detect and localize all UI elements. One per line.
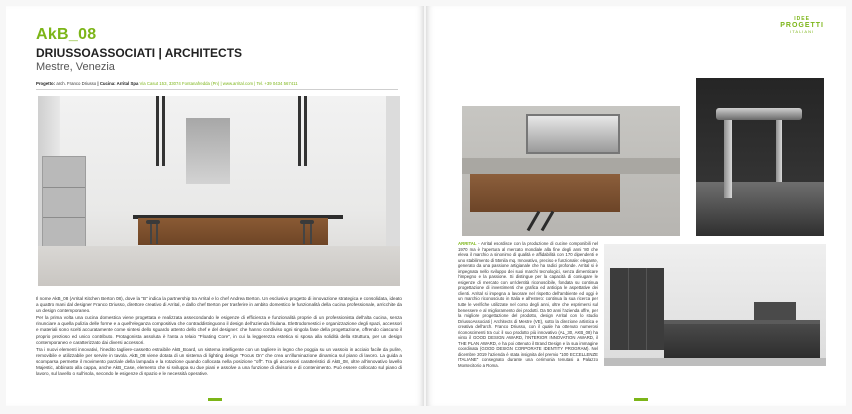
photo-tall-unit [42, 156, 86, 251]
kitchen-photo [38, 96, 400, 286]
photo-sink [526, 114, 620, 154]
photo-stool-leg [310, 224, 312, 244]
tap-photo [696, 78, 824, 236]
client-value: Via Casut 153, 33074 Fontanafredda (Pn) | www.arrital.com | Tel. +39 0434 567411 [139, 81, 298, 86]
article-body [36, 296, 402, 378]
photo-microwave [754, 302, 796, 320]
photo-slab [462, 158, 680, 174]
company-name: ARRITAL [458, 241, 477, 246]
page-number-mark [634, 398, 648, 401]
photo-floor [604, 358, 826, 366]
paragraph: Tra i nuovi elementi innovativi, l'inedito tagliere-cassetto estraibile AkB_Board, un sistema intelligente con un tagliere in legno che poggia su un vassoio in acciaio facile da pulire, removibile e utilizzabile per servire in tavola. AkB_08 viene dotata di un sistema di lighting design "Focus On" che crea un'illuminazione dinamica sul piano di lavoro. La guida a scomparsa permette il movimento parziale della lampada e la rotazione quando collocata nella posizione "off". Tra gli accessori caratteristici di AkB_08, oltre all'innovativo lavello Majestic, abbinato alla cappa, anche AkB_Case, elemento che si sviluppa su due piani e assolve a una funzione di divisorio e di contenimento. Può essere collocato sul piano di lavoro, sul lavello o sull'isola, secondo le esigenze di spazio e le necessità operative. [36, 346, 402, 377]
city-name: Mestre, Venezia [36, 61, 115, 73]
project-credits: Progetto: arch. Franco Driusso | Cucina: Arrital Spa Via Casut 153, 33074 Fontanafredda (Pn) | www.arrital.com | Tel. +39 0434 567411 [36, 81, 298, 86]
left-page [6, 6, 424, 406]
photo-counter [696, 182, 824, 236]
photo-lamp-rod [156, 96, 159, 166]
photo-utensil [541, 211, 555, 232]
kitchen-photo-dark [604, 244, 826, 366]
photo-utensil [527, 211, 541, 232]
photo-stool-leg [150, 224, 152, 244]
photo-lamp-rod [298, 96, 301, 166]
company-text: - Arrital esordisce con la produzione di cucine componibili nel 1970 ma è l'apertura al mercato mondiale alla fine degli anni '80 che eleva il marchio a sinonimo di qualità e affidabilità con 170 dipendenti e uno stabilimento di 55mila mq. Innovativo, preciso e funzionale: elegante, generato da una passione artigianale che ha radici profonde. Arrital si è impegnata nello sviluppo dei suoi marchi tecnologici, senza dimenticare l'impegno e la passione. Si distingue per la capacità di coniugare le esigenze di mercato con un'identità riconoscibile, fondata su continua progettazione di investimenti che grafica ed anticipa le aspettative dei clienti. Arrital si impegna a lavorare nel rispetto dell'ambiente ed oggi è un marchio riconosciuto in Italia e all'estero: continua la sua ricerca per tutte le verifiche utilizzate nel corso degli anni, oltre che esprimersi sul benessere e al miglioramento dei prodotti. Da 50 anni l'azienda offre, per la migliore progettazione del prodotto, design Arrital con lo studio DriussoAssociati | Architects di Mestre (VE), sotto la direzione artistica e creativa dell'arch. Franco Driusso, con il quale ha ottenuto numerosi riconoscimenti tra cui: il suo prodotto più innovativo (AL_30, AKB_08) ha vinto il GOOD DESIGN AWARD, l'INTERIOR INNOVATION AWARD, il THE PLAN AWARD, e ha poi ottenuto il Brand Design e la sua immagine coordinata (GOOD DESIGN CORPORATE IDENTITY PROGRAM). Nel dicembre 2019 l'azienda è stata insignita del premio "100 ECCELLENZE ITALIANE" consegnato durante una cerimonia tenutasi a Palazzo Montecitorio a Roma. [458, 241, 598, 369]
photo-hood [186, 118, 230, 184]
paragraph: Per la prima volta una cucina domestica viene progettata e realizzata assecondando le esigenze di efficienza e funzionalità proprie di un professionista dell'alta cucina, senza rinunciare a quella pulizia delle forme e a quell'eleganza compositiva che contraddistinguono il design dell'azienda friulana. Elettrodomestici e organizzazione degli spazi, accessori e materiali sono scelti accuratamente come sintesi dello sguardo attento dello chef e del designer: che hanno condiviso ogni singola fase della progettazione, offrendo ciascuno il proprio prezioso ed unico contributo. Protagonista assoluta è l'anta a telaio "Floating Core", in cui la leggerezza estetica si sposa alla solidità della struttura, per un design contemporaneo e caratterizzato dai diversi accessori. [36, 315, 402, 345]
photo-lamp-rod [304, 96, 307, 166]
project-label: Progetto: [36, 81, 56, 86]
paragraph: Il nome AkB_08 (Arrital Kitchen Berton 08), dove la "B" indica la partnership tra Arrital e lo chef Andrea Berton. Un esclusivo progetto di innovazione strategica e consolidata, ideato a quattro mani dal designer Franco Driusso, direttore creativo di Arrital, e dallo chef Berton per trasferire in ambito domestico le funzionalità della cucina professionale, arricchite da un design contemporaneo. [36, 296, 402, 314]
client-label: Cucina: Arrital Spa [99, 81, 139, 86]
photo-floor [38, 246, 400, 286]
photo-base-units [664, 324, 820, 358]
photo-tap [776, 118, 782, 182]
photo-cutting-board [470, 174, 620, 212]
magazine-logo: IDEE PROGETTI ITALIANI [780, 16, 824, 34]
firm-name: DRIUSSOASSOCIATI | ARCHITECTS [36, 46, 243, 60]
photo-tall-unit [610, 268, 664, 350]
photo-tap [724, 118, 732, 198]
page-number-mark [208, 398, 222, 401]
page-title: AkB_08 [36, 26, 97, 43]
right-page [426, 6, 846, 406]
photo-stool-leg [156, 224, 158, 244]
divider [36, 89, 398, 90]
photo-stool-leg [303, 224, 305, 244]
photo-lamp-rod [162, 96, 165, 166]
company-profile [458, 241, 598, 369]
photo-lamp [716, 108, 802, 120]
project-value: arch. Franco Driusso [56, 81, 97, 86]
sink-photo [462, 106, 680, 236]
